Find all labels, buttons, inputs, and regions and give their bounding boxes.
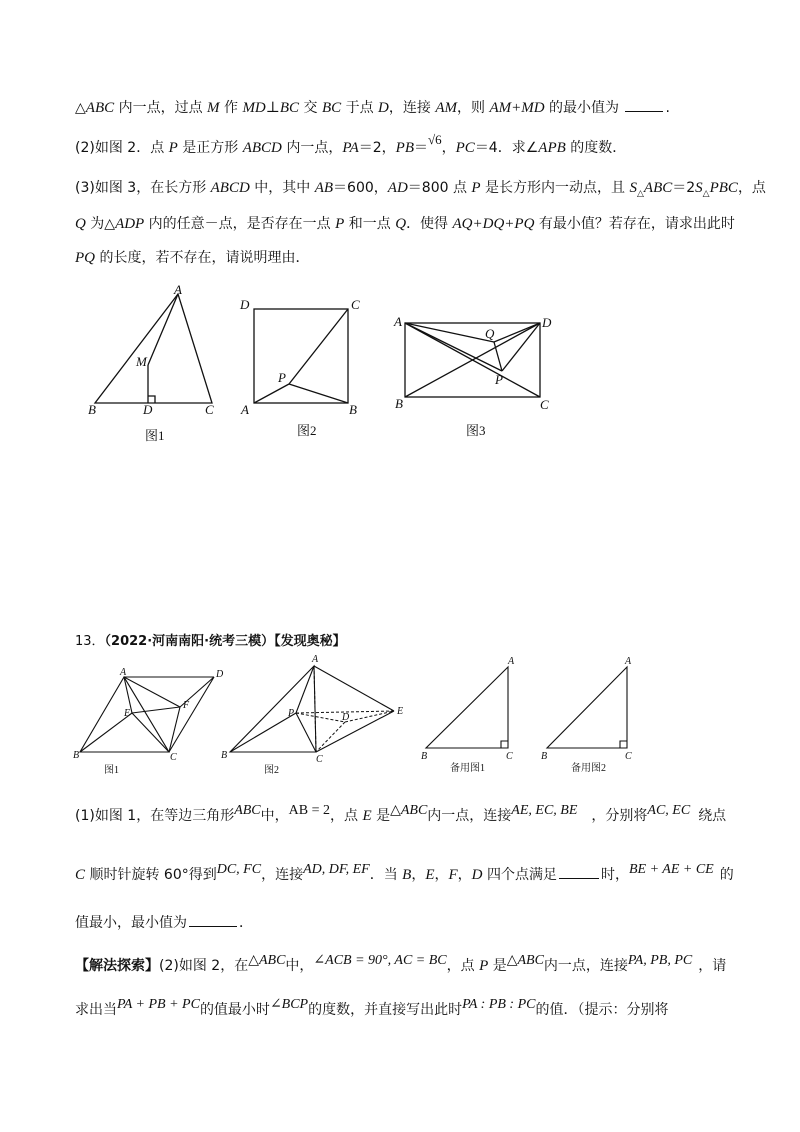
svg-text:Q: Q — [485, 326, 495, 341]
svg-text:E: E — [124, 708, 131, 719]
q13-fig2-caption: 图2 — [264, 765, 279, 776]
svg-text:A: A — [312, 654, 319, 665]
condition-blank[interactable] — [559, 864, 599, 879]
fig2-caption: 图2 — [297, 423, 317, 438]
q13-header: 13．（2022·河南南阳·统考三模）【发现奥秘】 — [75, 634, 346, 649]
svg-text:A: A — [120, 667, 127, 678]
part2-line: (2)如图 2．点 P 是正方形 ABCD 内一点，PA＝2，PB＝√6，PC＝4．求∠APB 的度数． — [75, 132, 627, 156]
svg-text:B: B — [349, 402, 357, 417]
svg-text:C: C — [205, 402, 214, 417]
svg-text:B: B — [541, 751, 548, 762]
backup-fig1-caption: 备用图1 — [450, 763, 485, 774]
figure-2-square — [254, 309, 348, 403]
q13p1-line3: 值最小，最小值为 ． — [75, 912, 253, 933]
svg-text:E: E — [397, 706, 404, 717]
min-value-blank[interactable] — [189, 912, 237, 927]
q13-fig1-caption: 图1 — [104, 765, 119, 776]
svg-text:C: C — [540, 397, 549, 412]
fig3-caption: 图3 — [466, 423, 486, 438]
svg-text:B: B — [73, 750, 80, 761]
q13p1-line2: C 顺时针旋转 60°得到DC, FC，连接AD, DF, EF．当 B，E，F，D 四个点满足 时，BE + AE + CE 的 — [75, 862, 734, 883]
figure-group-bottom — [0, 650, 800, 780]
svg-text:P: P — [278, 370, 286, 385]
svg-text:A: A — [508, 656, 515, 667]
figure-3-rectangle — [405, 323, 540, 397]
svg-text:C: C — [625, 751, 632, 762]
answer-blank[interactable] — [625, 97, 663, 112]
q13-figure-2 — [230, 666, 394, 752]
svg-text:P: P — [495, 372, 503, 387]
svg-text:F: F — [183, 700, 190, 711]
figure-1-triangle — [95, 294, 212, 403]
part3-line3: PQ 的长度，若不存在，请说明理由． — [75, 250, 310, 266]
svg-text:M: M — [136, 354, 147, 369]
svg-text:A: A — [241, 402, 249, 417]
backup-fig2-caption: 备用图2 — [571, 763, 606, 774]
svg-text:A: A — [394, 314, 402, 329]
figure-group-top — [0, 280, 800, 450]
svg-text:C: C — [316, 754, 323, 765]
svg-text:C: C — [506, 751, 513, 762]
backup-figure-2 — [547, 667, 627, 748]
part3-line2: Q 为△ADP 内的任意－点，是否存在一点 P 和一点 Q．使得 AQ+DQ+PQ 有最小值？若存在，请求出此时 — [75, 216, 735, 232]
svg-text:C: C — [170, 752, 177, 763]
part3-line1: (3)如图 3，在长方形 ABCD 中，其中 AB＝600，AD＝800 点 P 是长方形内一动点，且 $S_\triangle ABC=2S_\triangle PBC$，点 — [75, 180, 766, 199]
svg-text:B: B — [221, 750, 228, 761]
svg-text:P: P — [288, 708, 295, 719]
q13p2-line1: 【解法探索】(2)如图 2，在△ABC中，∠ACB = 90°, AC = BC，点 P 是△ABC内一点，连接PA, PB, PC ，请 — [75, 953, 727, 974]
svg-text:B: B — [88, 402, 96, 417]
svg-text:B: B — [421, 751, 428, 762]
svg-text:D: D — [342, 712, 350, 723]
svg-text:D: D — [143, 402, 153, 417]
backup-figure-1 — [426, 667, 508, 748]
svg-text:D: D — [240, 297, 250, 312]
q13p1-line1: (1)如图 1，在等边三角形ABC中，AB = 2，点 E 是△ABC内一点，连接AE, EC, BE ，分别将AC, EC 绕点 — [75, 803, 727, 824]
q13-figure-1 — [80, 677, 214, 752]
svg-text:B: B — [395, 396, 403, 411]
svg-text:C: C — [351, 297, 360, 312]
sqrt6: √6 — [428, 132, 442, 147]
fig1-caption: 图1 — [145, 428, 165, 443]
q13p2-line2: 求出当PA + PB + PC的值最小时∠BCP的度数，并直接写出此时PA : PB : PC的值．（提示：分别将 — [75, 997, 669, 1018]
svg-text:D: D — [216, 669, 224, 680]
part1-line: △ABC 内一点，过点 M 作 MD⊥BC 交 BC 于点 D，连接 AM，则 AM+MD 的最小值为 . — [75, 97, 670, 118]
svg-text:A: A — [174, 282, 182, 297]
svg-text:A: A — [625, 656, 632, 667]
svg-text:D: D — [542, 315, 552, 330]
